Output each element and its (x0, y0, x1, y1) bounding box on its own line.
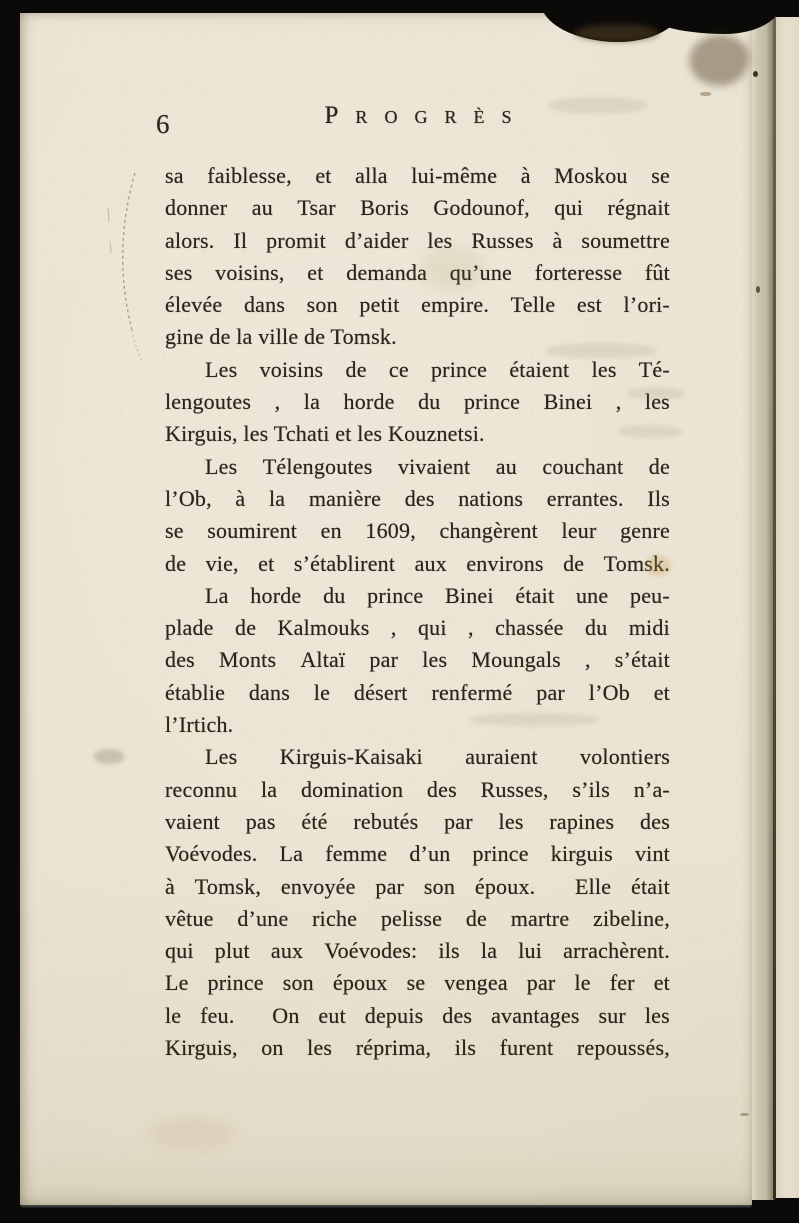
text-line: reconnu la domination des Russes, s’ils n’a- (165, 776, 670, 802)
text-line: vêtue d’une riche pelisse de martre zibeline, (165, 905, 670, 931)
text-line: l’Irtich. (165, 712, 234, 738)
ink-dot (740, 1113, 749, 1116)
ink-dot (756, 286, 760, 293)
bleed-through-smudge (627, 387, 685, 400)
bleed-through-smudge (94, 749, 124, 764)
burn-fringe (575, 24, 659, 42)
text-line: Voévodes. La femme d’un prince kirguis vint (165, 841, 670, 867)
bleed-through-smudge (470, 713, 600, 726)
bleed-through-smudge (548, 97, 648, 114)
text-block (165, 160, 670, 1064)
bleed-through-smudge (618, 425, 682, 438)
text-line: Les Kirguis-Kaisaki auraient volontiers (205, 744, 670, 770)
text-line: à Tomsk, envoyée par son époux. Elle était (165, 873, 670, 899)
text-line: se soumirent en 1609, changèrent leur genre (165, 518, 670, 544)
text-line: de vie, et s’établirent aux environs de Tomsk. (165, 550, 670, 576)
text-line: alors. Il promit d’aider les Russes à soumettre (165, 227, 670, 253)
text-line: qui plut aux Voévodes: ils la lui arrachèrent. (165, 938, 670, 964)
text-line: Kirguis, on les réprima, ils furent repoussés, (165, 1035, 670, 1061)
text-line: Les voisins de ce prince étaient les Té- (205, 356, 670, 382)
text-line: l’Ob, à la manière des nations errantes. Ils (165, 485, 670, 511)
text-line: élevée dans son petit empire. Telle est l’ori- (165, 292, 670, 318)
next-page-edge (776, 17, 799, 1198)
page-edge-shadow (752, 14, 774, 1200)
text-line: établie dans le désert renfermé par l’Ob et (165, 679, 670, 705)
text-line: le feu. On eut depuis des avantages sur les (165, 1002, 670, 1028)
text-line: sa faiblesse, et alla lui-même à Moskou se (165, 163, 670, 188)
text-line: des Monts Altaï par les Moungals , s’était (165, 647, 670, 673)
ink-dot (700, 92, 711, 96)
pencil-mark (20, 13, 180, 393)
bleed-through-smudge (545, 343, 657, 358)
text-line: Kirguis, les Tchati et les Kouznetsi. (165, 421, 485, 447)
page-number: 6 (156, 109, 170, 139)
text-line: vaient pas été rebutés par les rapines des (165, 808, 670, 834)
text-line: Les Télengoutes vivaient au couchant de (205, 453, 670, 479)
text-line: ses voisins, et demanda qu’une forteresse fût (165, 259, 670, 285)
text-line: gine de la ville de Tomsk. (165, 324, 397, 350)
ink-dot (753, 71, 758, 77)
paper-stain (150, 1118, 234, 1150)
text-line: donner au Tsar Boris Godounof, qui régnait (165, 195, 670, 221)
text-line: Le prince son époux se vengea par le fer et (165, 970, 670, 996)
text-line: La horde du prince Binei était une peu- (205, 582, 670, 608)
book-page (20, 13, 752, 1205)
text-line: lengoutes , la horde du prince Binei , les (165, 389, 670, 415)
running-header: Progrès (324, 102, 529, 129)
text-line: plade de Kalmouks , qui , chassée du midi (165, 615, 670, 641)
